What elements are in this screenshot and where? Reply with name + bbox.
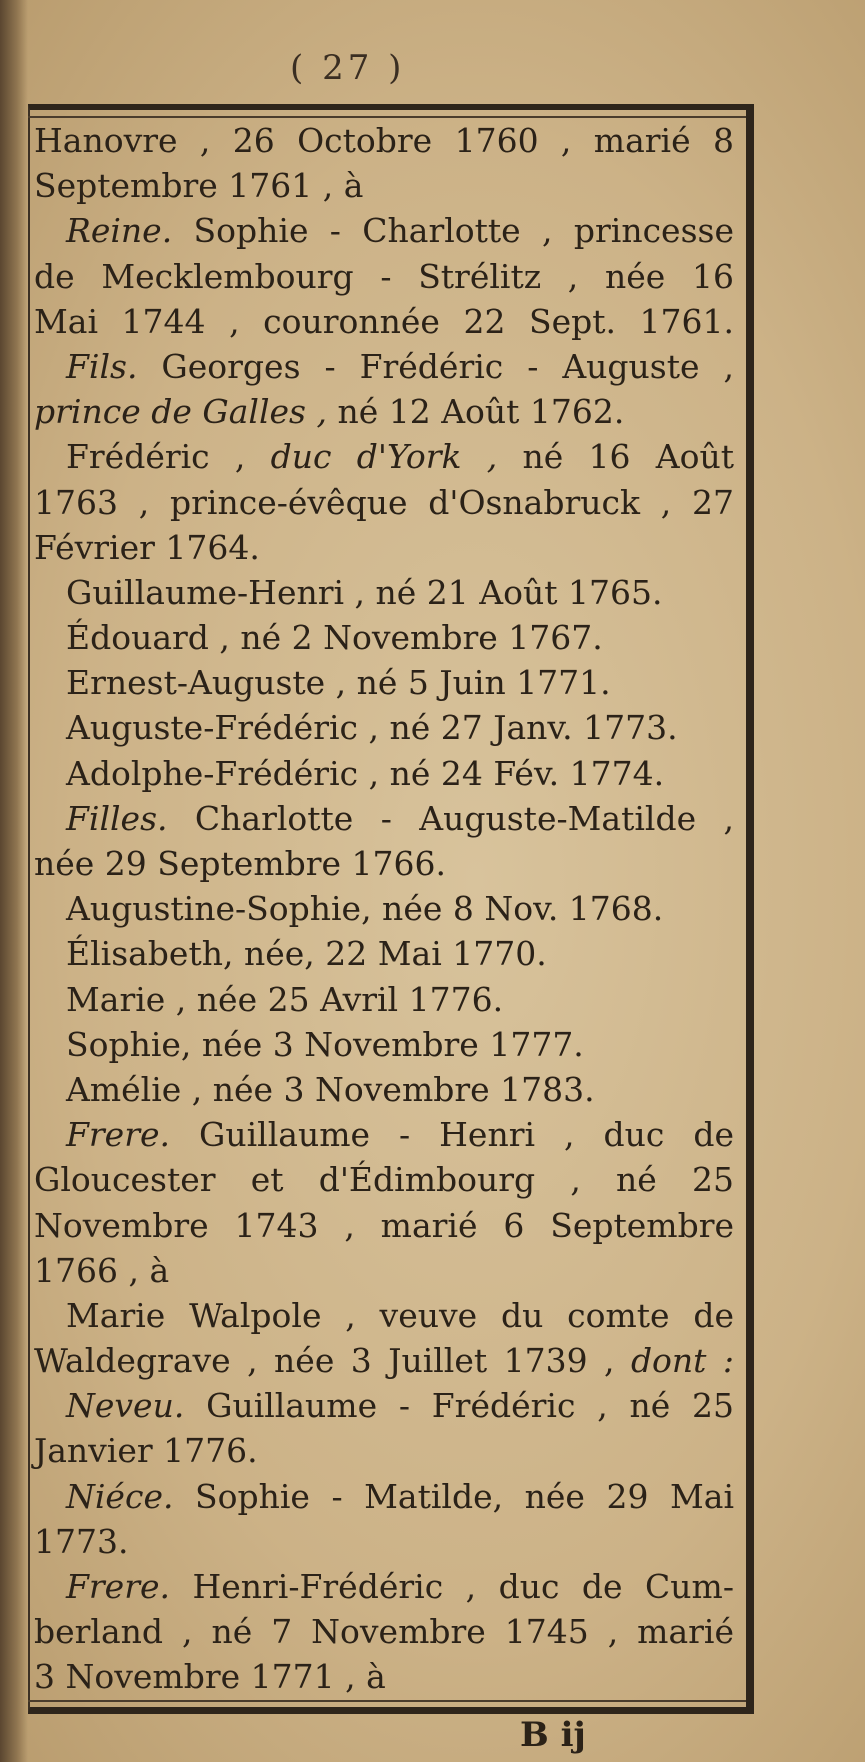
- signature-mark: B ij: [520, 1715, 586, 1755]
- text-line: Septembre 1761 , à: [34, 166, 364, 206]
- text-line: Édouard , né 2 Novembre 1767.: [66, 618, 603, 658]
- text-line: 3 Novembre 1771 , à: [34, 1657, 386, 1697]
- text-line: berland , né 7 Novembre 1745 , marié: [34, 1612, 734, 1652]
- text-line: Novembre 1743 , marié 6 Septembre: [34, 1205, 734, 1245]
- text-line: Hanovre , 26 Octobre 1760 , marié 8: [34, 121, 734, 160]
- text-line: Guillaume-Henri , né 21 Août 1765.: [66, 572, 663, 612]
- text-line: Reine. Sophie - Charlotte , princesse: [66, 211, 734, 251]
- text-line: Frédéric , duc d'York , né 16 Août: [66, 437, 734, 477]
- text-line: Mai 1744 , couronnée 22 Sept. 1761.: [34, 301, 734, 341]
- text-line: de Mecklembourg - Strélitz , née 16: [34, 256, 734, 296]
- text-line: Frere. Guillaume - Henri , duc de: [66, 1115, 734, 1155]
- text-line: Niéce. Sophie - Matilde, née 29 Mai: [66, 1476, 734, 1516]
- page-number: ( 27 ): [290, 48, 406, 88]
- text-line: Sophie, née 3 Novembre 1777.: [66, 1024, 584, 1064]
- genealogy-text-block: [34, 118, 734, 1700]
- bottom-inner-rule: [28, 1700, 746, 1702]
- text-line: 1766 , à: [34, 1250, 170, 1290]
- text-line: Frere. Henri-Frédéric , duc de Cum-: [66, 1567, 734, 1606]
- text-line: Fils. Georges - Frédéric - Auguste ,: [66, 346, 734, 386]
- text-line: Marie Walpole , veuve du comte de: [66, 1295, 734, 1335]
- text-line: Février 1764.: [34, 527, 260, 567]
- text-line: 1763 , prince-évêque d'Osnabruck , 27: [34, 482, 734, 522]
- text-line: prince de Galles , né 12 Août 1762.: [34, 392, 625, 432]
- text-line: Augustine-Sophie, née 8 Nov. 1768.: [66, 889, 664, 929]
- text-line: Élisabeth, née, 22 Mai 1770.: [66, 934, 547, 974]
- text-line: Adolphe-Frédéric , né 24 Fév. 1774.: [66, 753, 665, 793]
- text-line: née 29 Septembre 1766.: [34, 844, 447, 883]
- text-line: Janvier 1776.: [34, 1431, 258, 1471]
- text-line: Gloucester et d'Édimbourg , né 25: [34, 1160, 734, 1200]
- text-line: Ernest-Auguste , né 5 Juin 1771.: [66, 663, 611, 703]
- text-line: Filles. Charlotte - Auguste-Matilde ,: [66, 798, 734, 838]
- page-gutter-shadow: [0, 0, 28, 1762]
- text-line: Amélie , née 3 Novembre 1783.: [66, 1069, 595, 1109]
- text-line: Auguste-Frédéric , né 27 Janv. 1773.: [66, 708, 678, 748]
- text-line: 1773.: [34, 1521, 129, 1561]
- text-line: Waldegrave , née 3 Juillet 1739 , dont :: [34, 1341, 734, 1381]
- text-line: Marie , née 25 Avril 1776.: [66, 979, 504, 1019]
- text-line: Neveu. Guillaume - Frédéric , né 25: [66, 1386, 734, 1426]
